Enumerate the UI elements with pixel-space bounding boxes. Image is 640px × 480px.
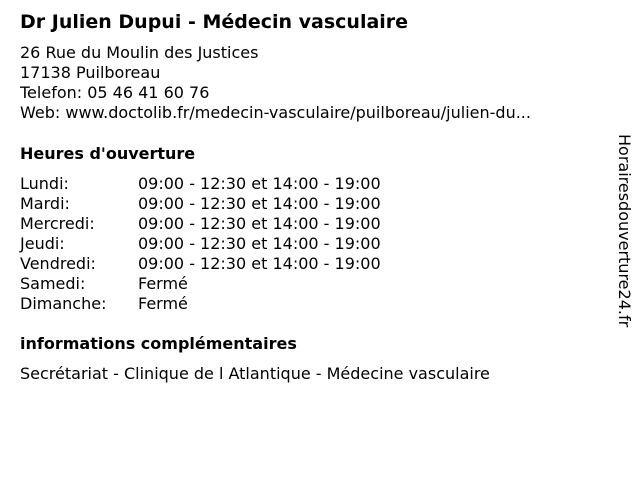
day-label: Jeudi: [20,234,65,253]
day-label: Samedi: [20,274,86,293]
day-label: Dimanche: [20,294,107,313]
day-label: Mardi: [20,194,70,213]
address-street: 26 Rue du Moulin des Justices [20,43,259,62]
page-title: Dr Julien Dupui - Médecin vasculaire [20,11,409,33]
time-range: 09:00 - 12:30 et 14:00 - 19:00 [138,234,381,253]
day-label: Mercredi: [20,214,95,233]
phone-line: Telefon: 05 46 41 60 76 [20,83,210,102]
info-heading: informations complémentaires [20,334,297,353]
time-range: 09:00 - 12:30 et 14:00 - 19:00 [138,174,381,193]
hours-row-monday [20,174,600,194]
address-city: 17138 Puilboreau [20,63,161,82]
time-range: 09:00 - 12:30 et 14:00 - 19:00 [138,254,381,273]
hours-row-saturday [20,274,600,294]
time-range: 09:00 - 12:30 et 14:00 - 19:00 [138,214,381,233]
hours-row-sunday [20,294,600,314]
hours-row-friday [20,254,600,274]
hours-row-thursday [20,234,600,254]
day-label: Vendredi: [20,254,96,273]
info-text: Secrétariat - Clinique de l Atlantique - Médecine vasculaire [20,364,490,383]
business-card [20,10,600,384]
time-range: Fermé [138,294,188,313]
hours-row-wednesday [20,214,600,234]
time-range: Fermé [138,274,188,293]
hours-table [20,174,600,314]
web-line: Web: www.doctolib.fr/medecin-vasculaire/puilboreau/julien-du... [20,103,531,122]
hours-heading: Heures d'ouverture [20,144,196,163]
watermark: Horairesdouverture24.fr [615,134,634,328]
hours-row-tuesday [20,194,600,214]
time-range: 09:00 - 12:30 et 14:00 - 19:00 [138,194,381,213]
day-label: Lundi: [20,174,69,193]
